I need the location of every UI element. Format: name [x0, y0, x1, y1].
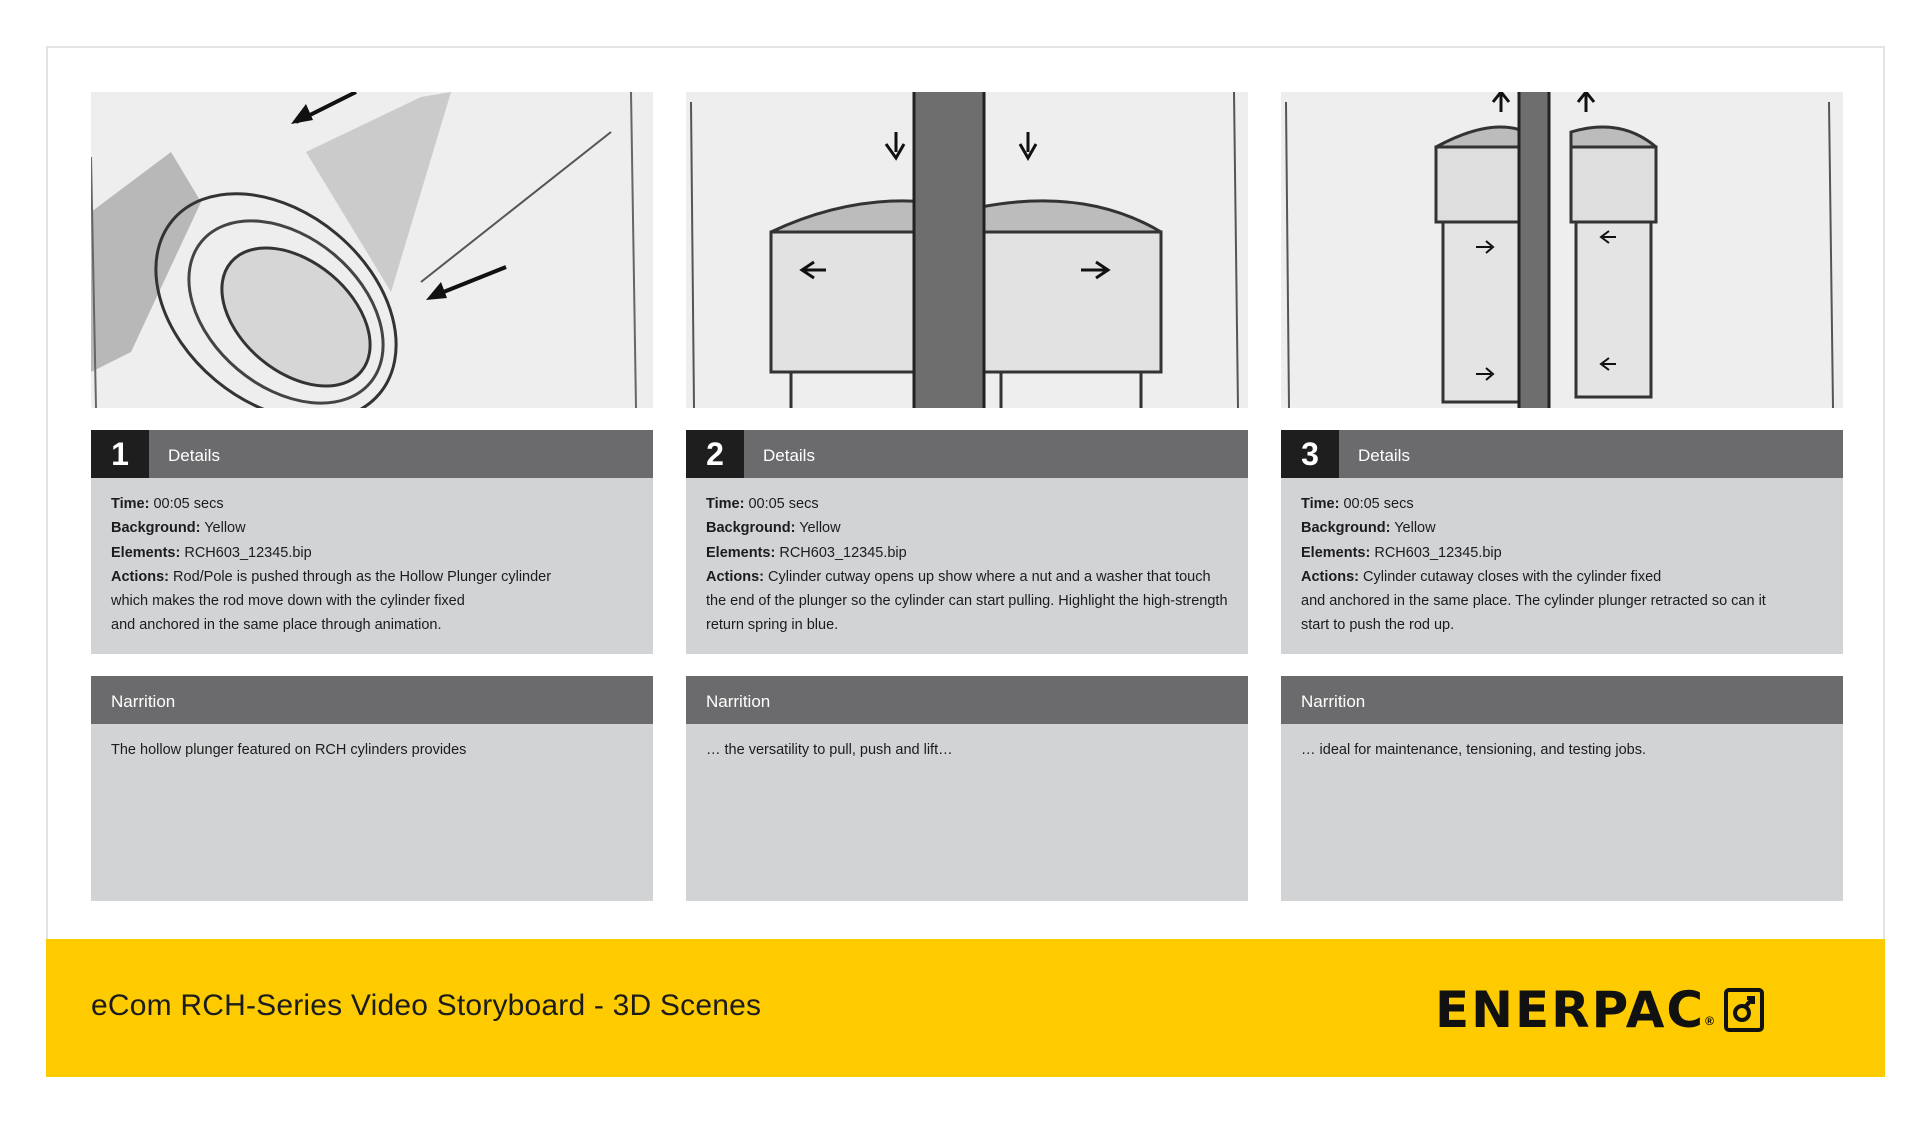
time-row: Time: 00:05 secs	[111, 496, 224, 512]
storyboard-panel-3	[1281, 92, 1843, 901]
registered-mark: ®	[1705, 1014, 1714, 1028]
background-row: Background: Yellow	[1301, 520, 1436, 537]
actions-line-3: and anchored in the same place through animation.	[111, 617, 442, 634]
actions-row: Actions: Rod/Pole is pushed through as the Hollow Plunger cylinder	[111, 568, 552, 585]
storyboard-panel-2	[686, 92, 1248, 901]
actions-line-2: which makes the rod move down with the cylinder fixed	[111, 593, 465, 610]
logo-wordmark: ENERPAC	[1435, 981, 1706, 1039]
narration-header-2: Narrition	[686, 676, 1248, 724]
elements-row: Elements: RCH603_12345.bip	[111, 544, 312, 561]
narration-header-3: Narrition	[1281, 676, 1843, 724]
narration-text: The hollow plunger featured on RCH cylinders provides	[111, 742, 467, 758]
details-label-3: Details	[1358, 446, 1410, 465]
time-row: Time: 00:05 secs	[706, 496, 819, 512]
actions-line-3: return spring in blue.	[706, 617, 839, 634]
time-row: Time: 00:05 secs	[1301, 496, 1414, 512]
details-header-1	[91, 430, 653, 478]
details-body-1	[91, 478, 653, 654]
footer-bar	[46, 939, 1885, 1077]
actions-row: Actions: Cylinder cutaway closes with the cylinder fixed	[1301, 568, 1662, 585]
sketch-image-3	[1281, 92, 1843, 408]
details-header-2	[686, 430, 1248, 478]
details-label-2: Details	[763, 446, 815, 465]
elements-row: Elements: RCH603_12345.bip	[706, 544, 907, 561]
enerpac-logo	[1435, 981, 1764, 1039]
actions-row: Actions: Cylinder cutway opens up show where a nut and a washer that touch	[706, 568, 1211, 585]
narration-header-1: Narrition	[91, 676, 653, 724]
details-body-2	[686, 478, 1248, 654]
storyboard-title: eCom RCH-Series Video Storyboard - 3D Scenes	[91, 989, 762, 1022]
sketch-image-1	[91, 92, 653, 408]
background-row: Background: Yellow	[111, 520, 246, 537]
scene-number-3: 3	[1281, 430, 1339, 478]
narration-body-1	[91, 724, 653, 901]
actions-line-2: and anchored in the same place. The cylinder plunger retracted so can it	[1301, 593, 1766, 610]
actions-line-2: the end of the plunger so the cylinder can start pulling. Highlight the high-strength	[706, 593, 1228, 610]
details-label-1: Details	[168, 446, 220, 465]
actions-line-3: start to push the rod up.	[1301, 617, 1455, 634]
logo-icon	[1724, 988, 1764, 1032]
details-body-3	[1281, 478, 1843, 654]
details-header-3	[1281, 430, 1843, 478]
narration-text: … ideal for maintenance, tensioning, and testing jobs.	[1301, 742, 1646, 758]
narration-body-2	[686, 724, 1248, 901]
elements-row: Elements: RCH603_12345.bip	[1301, 544, 1502, 561]
sketch-image-2	[686, 92, 1248, 408]
background-row: Background: Yellow	[706, 520, 841, 537]
storyboard-panel-1	[91, 92, 653, 901]
scene-number-2: 2	[686, 430, 744, 478]
narration-body-3	[1281, 724, 1843, 901]
narration-text: … the versatility to pull, push and lift…	[706, 742, 953, 758]
scene-number-1: 1	[91, 430, 149, 478]
